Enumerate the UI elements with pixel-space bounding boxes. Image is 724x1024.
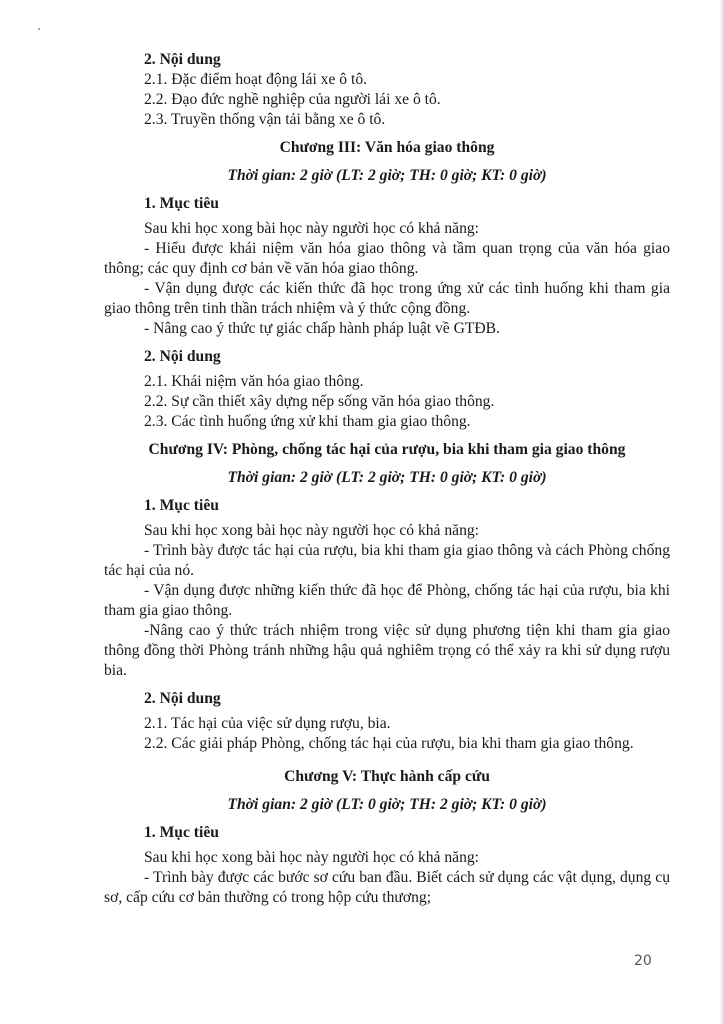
section-heading: 1. Mục tiêu [144,195,219,212]
section-heading: 1. Mục tiêu [144,497,219,514]
paragraph: - Vận dụng được các kiến thức đã học trong ứng xử các tình huống khi tham gia giao thông trên tinh thần trách nhiệm và ý thức cộng đồng. [104,280,670,317]
list-item: 2.3. Các tình huống ứng xử khi tham gia giao thông. [144,413,471,430]
list-item: 2.2. Đạo đức nghề nghiệp của người lái xe ô tô. [144,91,441,108]
chapter-title: Chương IV: Phòng, chống tác hại của rượu, bia khi tham gia giao thông [148,441,626,458]
section-heading: 1. Mục tiêu [144,824,219,841]
list-item: 2.1. Đặc điểm hoạt động lái xe ô tô. [144,71,368,88]
chapter-title: Chương V: Thực hành cấp cứu [284,768,490,785]
paragraph: 2.2. Các giải pháp Phòng, chống tác hại của rượu, bia khi tham gia giao thông. [144,735,634,752]
paragraph: Sau khi học xong bài học này người học có khả năng: [144,849,479,866]
section-heading: 2. Nội dung [144,51,221,68]
list-item: 2.1. Tác hại của việc sử dụng rượu, bia. [144,715,391,732]
list-item: 2.1. Khái niệm văn hóa giao thông. [144,373,364,390]
paragraph: Sau khi học xong bài học này người học có khả năng: [144,522,479,539]
list-item: 2.3. Truyền thống vận tải bằng xe ô tô. [144,111,386,128]
paragraph: - Vận dụng được những kiến thức đã học để Phòng, chống tác hại của rượu, bia khi tham gia giao thông. [104,582,670,619]
paragraph: - Trình bày được các bước sơ cứu ban đầu. Biết cách sử dụng các vật dụng, dụng cụ sơ, cấp cứu cơ bản thường có trong hộp cứu thương; [104,869,670,906]
scan-edge-shadow [720,0,724,1024]
chapter-time: Thời gian: 2 giờ (LT: 2 giờ; TH: 0 giờ; KT: 0 giờ) [227,469,547,486]
page-content [104,50,670,908]
paragraph: - Nâng cao ý thức tự giác chấp hành pháp luật về GTĐB. [144,320,500,337]
paragraph: - Hiểu được khái niệm văn hóa giao thông và tầm quan trọng của văn hóa giao thông; các quy định cơ bản về văn hóa giao thông. [104,240,670,277]
chapter-time: Thời gian: 2 giờ (LT: 2 giờ; TH: 0 giờ; KT: 0 giờ) [227,167,547,184]
chapter-title: Chương III: Văn hóa giao thông [279,139,495,156]
page-number: 20 [634,953,652,969]
paragraph: Sau khi học xong bài học này người học có khả năng: [144,220,479,237]
section-heading: 2. Nội dung [144,348,221,365]
chapter-time: Thời gian: 2 giờ (LT: 0 giờ; TH: 2 giờ; KT: 0 giờ) [227,796,547,813]
paragraph: -Nâng cao ý thức trách nhiệm trong việc sử dụng phương tiện khi tham gia giao thông đồng thời Phòng tránh những hậu quả nghiêm trọng có thể xảy ra khi sử dụng rượu bia. [104,622,670,679]
section-heading: 2. Nội dung [144,690,221,707]
paragraph: - Trình bày được tác hại của rượu, bia khi tham gia giao thông và cách Phòng chống tác hại của nó. [104,542,670,579]
list-item: 2.2. Sự cần thiết xây dựng nếp sống văn hóa giao thông. [144,393,495,410]
scan-speck [38,28,40,30]
